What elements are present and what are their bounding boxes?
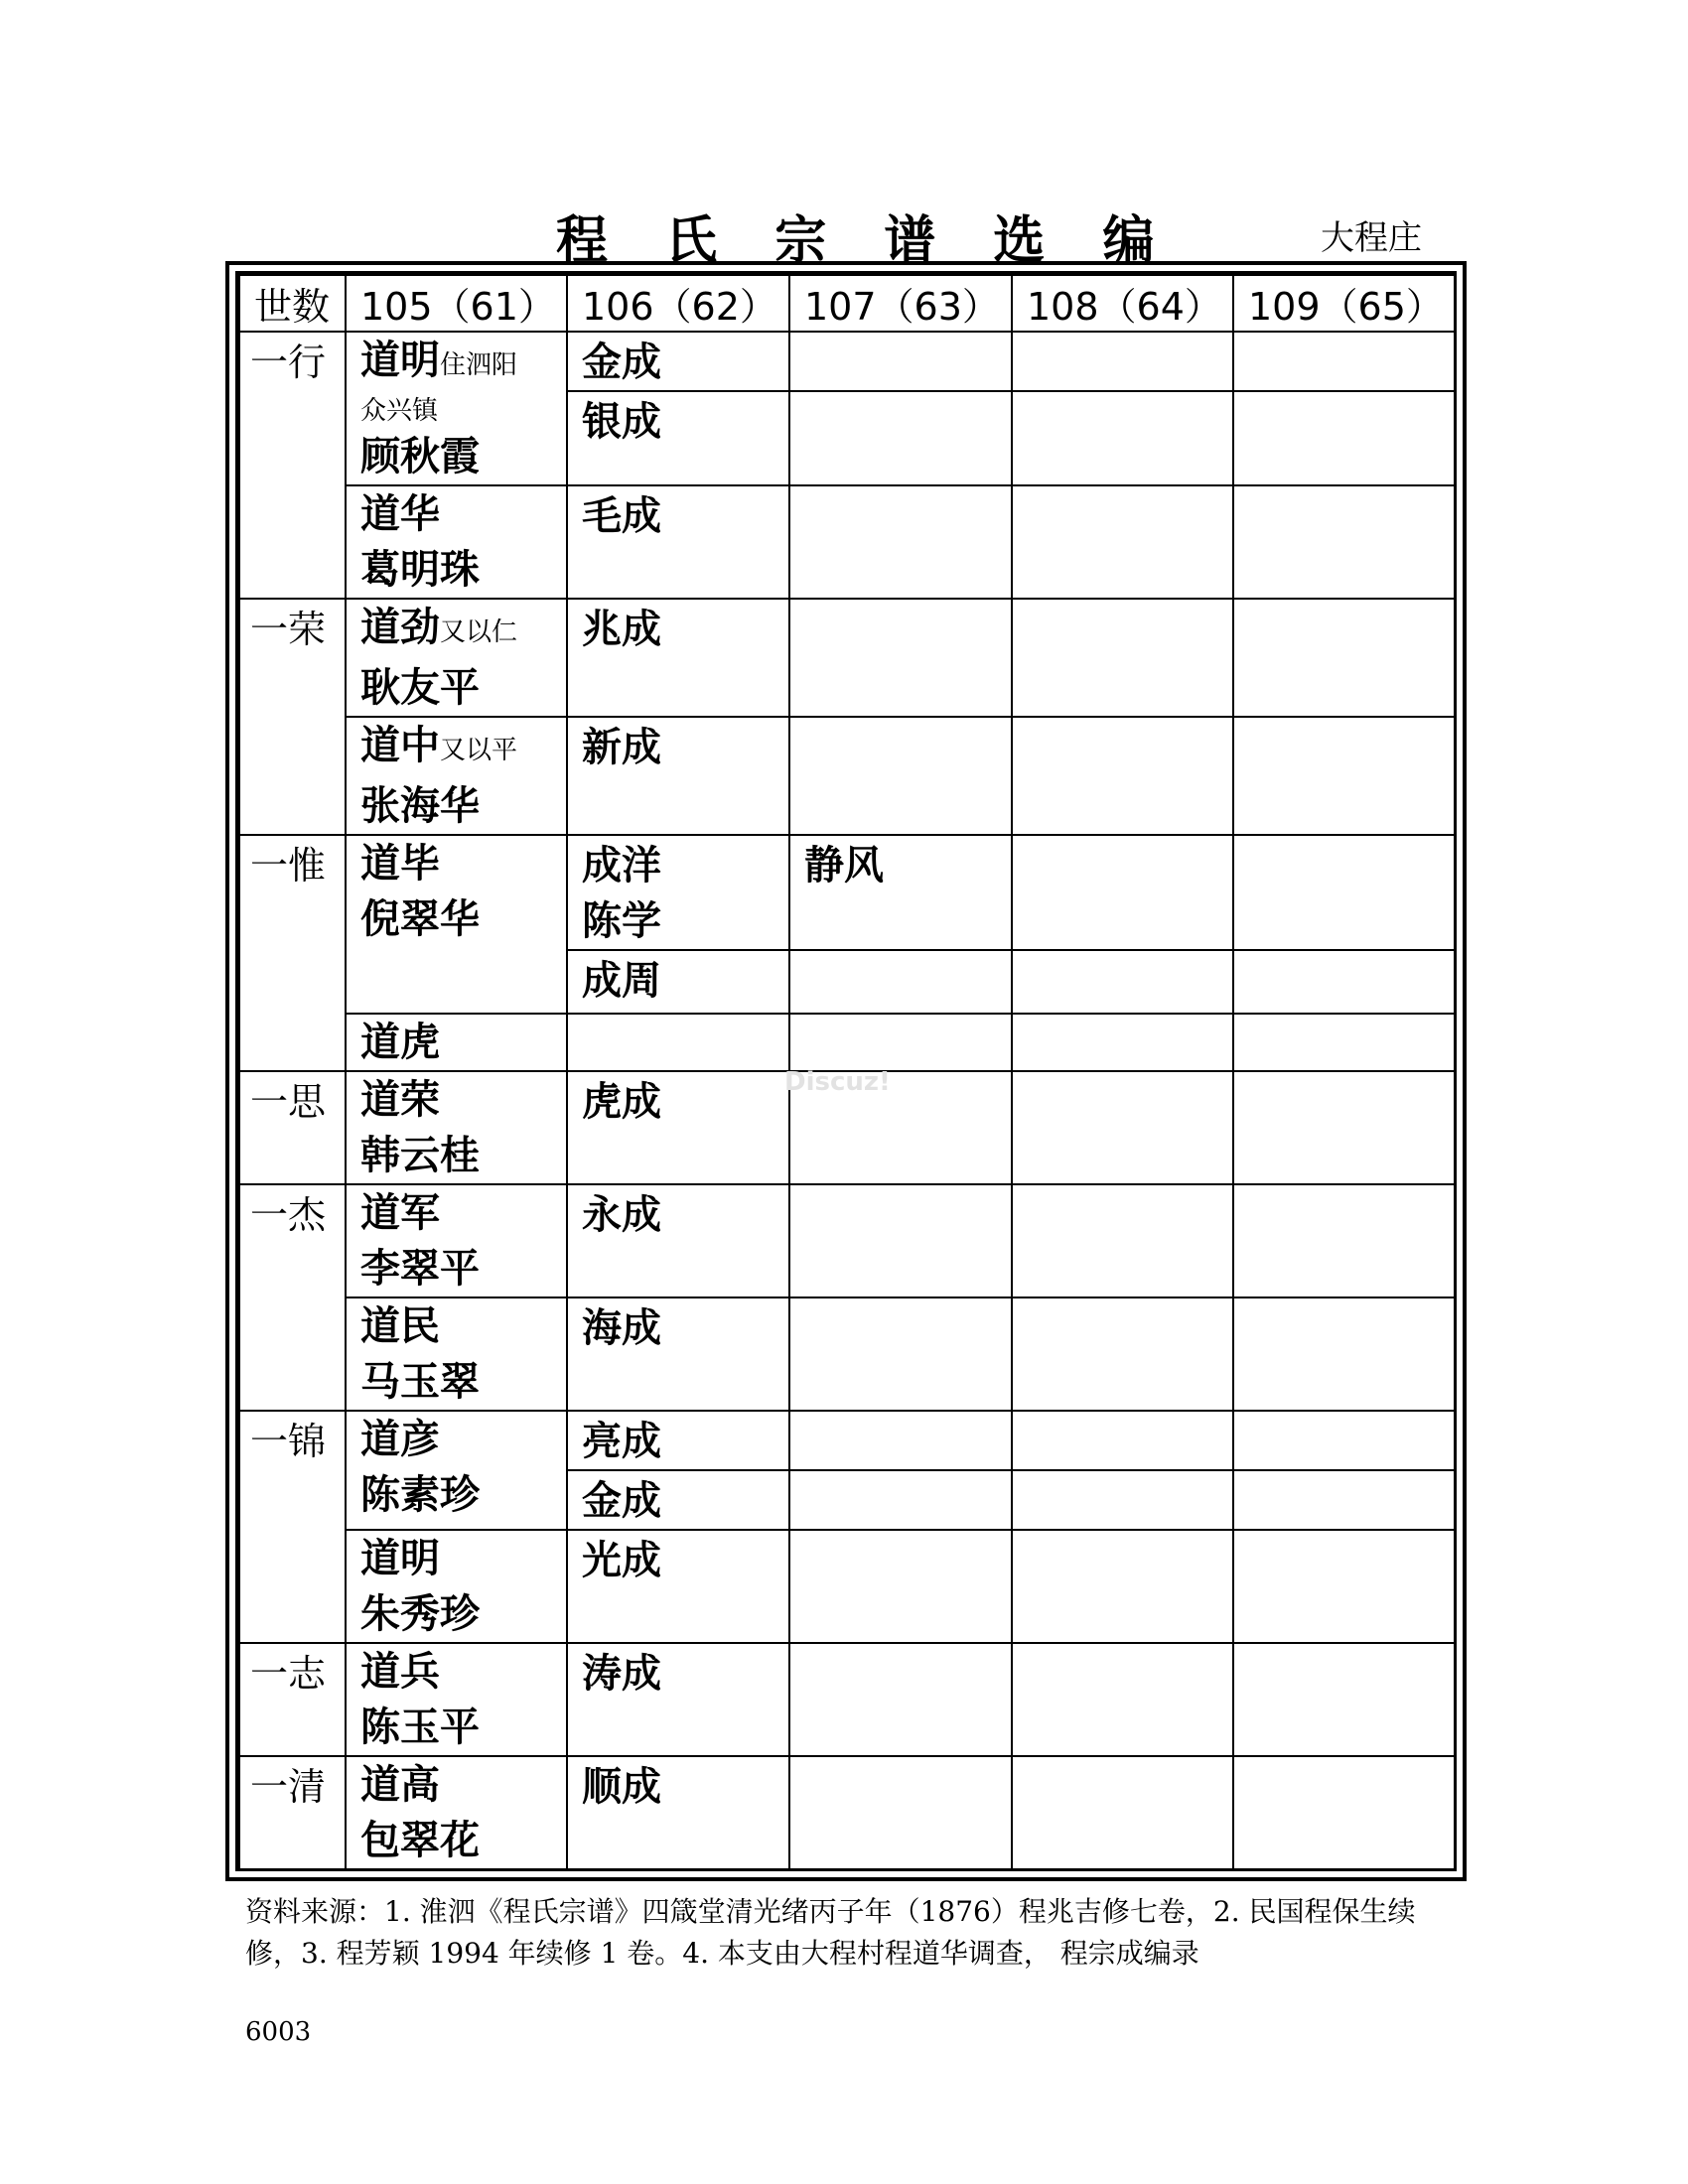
spouse-name: 倪翠华 <box>360 896 480 942</box>
empty-cell <box>1012 717 1233 835</box>
child-name: 永成 <box>582 1192 661 1238</box>
person-name: 道中 <box>360 723 440 768</box>
header-generation: 世数 <box>239 275 346 332</box>
generation-cell <box>239 1756 346 1869</box>
empty-cell <box>789 599 1012 717</box>
person-name: 道军 <box>360 1190 440 1236</box>
table-row <box>239 332 1455 391</box>
person-name: 道明 <box>360 1536 440 1581</box>
person-note-line <box>347 393 566 429</box>
generation-name: 一荣 <box>250 608 327 651</box>
child-cell <box>567 485 789 599</box>
person-name: 道民 <box>360 1303 440 1349</box>
empty-cell <box>789 1530 1012 1643</box>
empty-cell <box>1233 1643 1455 1756</box>
child-name: 毛成 <box>582 493 661 539</box>
spouse-name: 陈玉平 <box>360 1705 480 1750</box>
empty-cell <box>1012 391 1233 485</box>
child-spouse-name: 陈学 <box>582 898 661 944</box>
child-cell <box>567 717 789 835</box>
child-name: 银成 <box>582 399 661 446</box>
child-cell <box>567 835 789 950</box>
empty-cell <box>1233 391 1455 485</box>
child-name: 成周 <box>582 958 661 1004</box>
empty-cell <box>1012 1756 1233 1869</box>
table-row <box>239 485 1455 599</box>
empty-cell <box>1233 332 1455 391</box>
child-name: 兆成 <box>582 607 661 652</box>
empty-cell <box>1012 485 1233 599</box>
table-row <box>239 1530 1455 1643</box>
person-cell <box>346 1071 567 1184</box>
generation-name: 一清 <box>250 1765 327 1809</box>
page-number: 6003 <box>245 2017 312 2047</box>
generation-cell <box>239 835 346 1071</box>
header-gen-106: 106（62） <box>567 275 789 332</box>
empty-cell <box>1012 1530 1233 1643</box>
child-name: 光成 <box>582 1538 661 1583</box>
empty-cell <box>1012 1184 1233 1297</box>
empty-cell <box>1233 1184 1455 1297</box>
child-name: 新成 <box>582 725 661 770</box>
generation-name: 一惟 <box>250 844 327 887</box>
person-cell <box>346 599 567 717</box>
spouse-name: 葛明珠 <box>360 547 480 593</box>
header-row <box>239 275 1455 332</box>
table-row <box>239 1411 1455 1470</box>
child-name: 涛成 <box>582 1651 661 1697</box>
table-row <box>239 717 1455 835</box>
generation-name: 一志 <box>250 1652 327 1696</box>
empty-cell <box>789 1411 1012 1470</box>
empty-cell <box>789 1297 1012 1411</box>
empty-cell <box>789 1184 1012 1297</box>
spouse-name: 耿友平 <box>360 665 480 711</box>
table-row <box>239 1184 1455 1297</box>
person-cell <box>346 1297 567 1411</box>
spouse-name: 张海华 <box>360 783 480 829</box>
spouse-name: 顾秋霞 <box>360 434 480 479</box>
child-cell <box>567 1643 789 1756</box>
empty-cell <box>789 485 1012 599</box>
empty-cell <box>1233 485 1455 599</box>
person-cell <box>346 1411 567 1530</box>
person-note: 又以平 <box>440 736 518 765</box>
empty-cell <box>789 1643 1012 1756</box>
empty-cell <box>1012 835 1233 950</box>
generation-name: 一杰 <box>250 1193 327 1237</box>
empty-cell <box>1233 1297 1455 1411</box>
person-name: 道华 <box>360 491 440 537</box>
person-cell <box>346 1756 567 1869</box>
person-name: 道高 <box>360 1762 440 1808</box>
child-cell <box>567 1470 789 1530</box>
child-name: 顺成 <box>582 1764 661 1810</box>
empty-cell <box>789 1014 1012 1071</box>
child-name: 亮成 <box>582 1419 661 1464</box>
person-cell <box>346 485 567 599</box>
spouse-name: 李翠平 <box>360 1246 480 1292</box>
child-name: 金成 <box>582 1478 661 1524</box>
person-cell <box>346 1014 567 1071</box>
empty-cell <box>1233 1071 1455 1184</box>
person-name: 道虎 <box>360 1020 440 1065</box>
person-cell <box>346 835 567 1014</box>
person-name: 道彦 <box>360 1417 440 1462</box>
header-gen-105: 105（61） <box>346 275 567 332</box>
empty-cell <box>789 1756 1012 1869</box>
spouse-name: 马玉翠 <box>360 1359 480 1405</box>
header-gen-107: 107（63） <box>789 275 1012 332</box>
generation-cell <box>239 1643 346 1756</box>
place-label: 大程庄 <box>1321 218 1422 258</box>
person-cell <box>346 332 567 485</box>
generation-cell <box>239 1411 346 1643</box>
person-cell <box>346 1184 567 1297</box>
table-row <box>239 835 1455 950</box>
child-name: 虎成 <box>582 1079 661 1125</box>
person-name: 道兵 <box>360 1649 440 1695</box>
child-cell <box>567 1184 789 1297</box>
grandchild-name: 静风 <box>804 843 884 888</box>
empty-cell <box>1012 1643 1233 1756</box>
generation-cell <box>239 1071 346 1184</box>
watermark: Discuz! <box>784 1067 891 1097</box>
child-cell <box>567 950 789 1014</box>
person-note: 又以仁 <box>440 617 518 647</box>
empty-cell <box>789 1470 1012 1530</box>
header-gen-109: 109（65） <box>1233 275 1455 332</box>
person-cell <box>346 1530 567 1643</box>
empty-cell <box>1012 599 1233 717</box>
child-name: 成洋 <box>582 843 661 888</box>
generation-name: 一思 <box>250 1080 327 1124</box>
child-cell <box>567 391 789 485</box>
empty-cell <box>1233 1014 1455 1071</box>
generation-cell <box>239 1184 346 1411</box>
generation-name: 一行 <box>250 341 327 384</box>
header-gen-108: 108（64） <box>1012 275 1233 332</box>
table-row <box>239 1643 1455 1756</box>
person-name: 道明 <box>360 338 440 383</box>
child-cell <box>567 332 789 391</box>
table-row <box>239 1014 1455 1071</box>
child-name: 金成 <box>582 340 661 385</box>
child-cell <box>567 1297 789 1411</box>
empty-cell <box>1233 1756 1455 1869</box>
source-note <box>245 1891 1437 1975</box>
person-name: 道荣 <box>360 1077 440 1123</box>
spouse-name: 韩云桂 <box>360 1133 480 1178</box>
empty-cell <box>1233 1470 1455 1530</box>
spouse-name: 陈素珍 <box>360 1472 480 1518</box>
person-cell <box>346 1643 567 1756</box>
empty-cell <box>1012 1411 1233 1470</box>
empty-cell <box>1233 950 1455 1014</box>
person-name: 道毕 <box>360 841 440 887</box>
source-line: 资料来源：1. 淮泗《程氏宗谱》四箴堂清光绪丙子年（1876）程兆吉修七卷，2. 民国程保生续 <box>245 1895 1416 1928</box>
child-cell <box>567 1530 789 1643</box>
empty-cell <box>1233 835 1455 950</box>
generation-name: 一锦 <box>250 1420 327 1463</box>
person-note: 住泗阳 <box>440 350 518 380</box>
empty-cell <box>789 717 1012 835</box>
person-note: 众兴镇 <box>360 396 439 426</box>
table-row <box>239 1756 1455 1869</box>
empty-cell <box>1012 332 1233 391</box>
page-title: 程 氏 宗 谱 选 编 <box>556 210 1175 271</box>
child-cell <box>567 1071 789 1184</box>
empty-cell <box>1012 1014 1233 1071</box>
person-entry <box>347 600 566 660</box>
generation-cell <box>239 332 346 599</box>
person-cell <box>346 717 567 835</box>
empty-cell <box>789 950 1012 1014</box>
empty-cell <box>789 332 1012 391</box>
spouse-name: 朱秀珍 <box>360 1591 480 1637</box>
child-cell <box>567 1411 789 1470</box>
empty-cell <box>1012 1071 1233 1184</box>
empty-cell <box>1233 599 1455 717</box>
grandchild-cell <box>789 835 1012 950</box>
empty-cell <box>789 391 1012 485</box>
person-entry <box>347 333 566 393</box>
person-name: 道劲 <box>360 605 440 650</box>
table-row <box>239 1297 1455 1411</box>
empty-cell <box>1012 1297 1233 1411</box>
child-name: 海成 <box>582 1305 661 1351</box>
table-row <box>239 599 1455 717</box>
empty-cell <box>1233 1411 1455 1470</box>
child-cell <box>567 599 789 717</box>
empty-cell <box>567 1014 789 1071</box>
empty-cell <box>1012 1470 1233 1530</box>
person-entry <box>347 718 566 778</box>
empty-cell <box>1233 1530 1455 1643</box>
child-cell <box>567 1756 789 1869</box>
source-line: 修，3. 程芳颖 1994 年续修 1 卷。4. 本支由大程村程道华调查， 程宗成编录 <box>245 1937 1199 1970</box>
spouse-name: 包翠花 <box>360 1818 480 1863</box>
empty-cell <box>1012 950 1233 1014</box>
generation-cell <box>239 599 346 835</box>
empty-cell <box>1233 717 1455 835</box>
